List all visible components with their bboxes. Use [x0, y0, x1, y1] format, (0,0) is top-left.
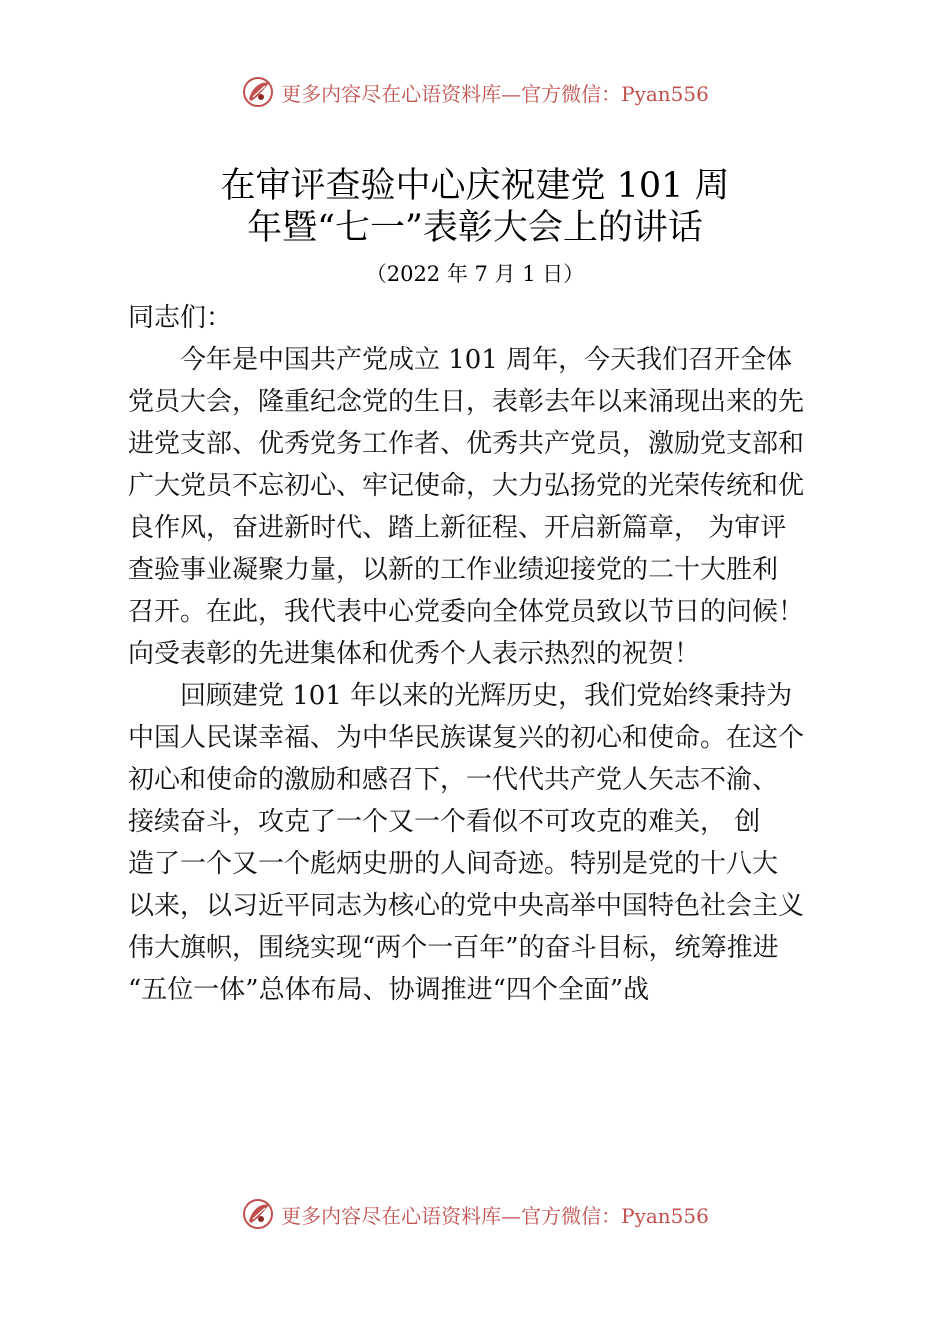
- footer-banner: [0, 1194, 950, 1234]
- body-line: 造了一个又一个彪炳史册的人间奇迹。特别是党的十八大: [128, 849, 779, 879]
- body-line: 接续奋斗，攻克了一个又一个看似不可攻克的难关， 创: [128, 807, 761, 837]
- body-line: 中国人民谋幸福、为中华民族谋复兴的初心和使命。在这个: [128, 723, 805, 753]
- header-banner-text: 更多内容尽在心语资料库—官方微信：Pyan556: [281, 81, 709, 106]
- document-title-line-2: 年暨“七一”表彰大会上的讲话: [247, 208, 703, 248]
- footer-banner-text: 更多内容尽在心语资料库—官方微信：Pyan556: [281, 1203, 709, 1228]
- body-line: “五位一体”总体布局、协调推进“四个全面”战: [128, 975, 650, 1005]
- body-line: 召开。在此，我代表中心党委向全体党员致以节日的问候！: [128, 597, 805, 627]
- body-line: 回顾建党 101 年以来的光辉历史，我们党始终秉持为: [128, 681, 793, 711]
- body-line: 今年是中国共产党成立 101 周年，今天我们召开全体: [128, 345, 793, 375]
- body-line: 进党支部、优秀党务工作者、优秀共产党员，激励党支部和: [128, 429, 805, 459]
- leaf-logo-icon: [241, 75, 275, 109]
- body-line: 查验事业凝聚力量，以新的工作业绩迎接党的二十大胜利: [128, 555, 779, 585]
- salutation: 同志们：: [128, 303, 233, 333]
- body-line: 广大党员不忘初心、牢记使命，大力弘扬党的光荣传统和优: [128, 471, 805, 501]
- body-line: 党员大会，隆重纪念党的生日，表彰去年以来涌现出来的先: [128, 387, 805, 417]
- leaf-logo-icon: [241, 1197, 275, 1231]
- body-line: 向受表彰的先进集体和优秀个人表示热烈的祝贺！: [128, 639, 701, 669]
- body-line: 伟大旗帜，围绕实现“两个一百年”的奋斗目标，统筹推进: [128, 933, 779, 963]
- document-date: （2022 年 7 月 1 日）: [365, 262, 585, 286]
- document-title-line-1: 在审评查验中心庆祝建党 101 周: [220, 166, 730, 206]
- header-banner: [0, 72, 950, 112]
- body-line: 良作风，奋进新时代、踏上新征程、开启新篇章， 为审评: [128, 513, 787, 543]
- body-line: 以来，以习近平同志为核心的党中央高举中国特色社会主义: [128, 891, 805, 921]
- body-line: 初心和使命的激励和感召下，一代代共产党人矢志不渝、: [128, 765, 779, 795]
